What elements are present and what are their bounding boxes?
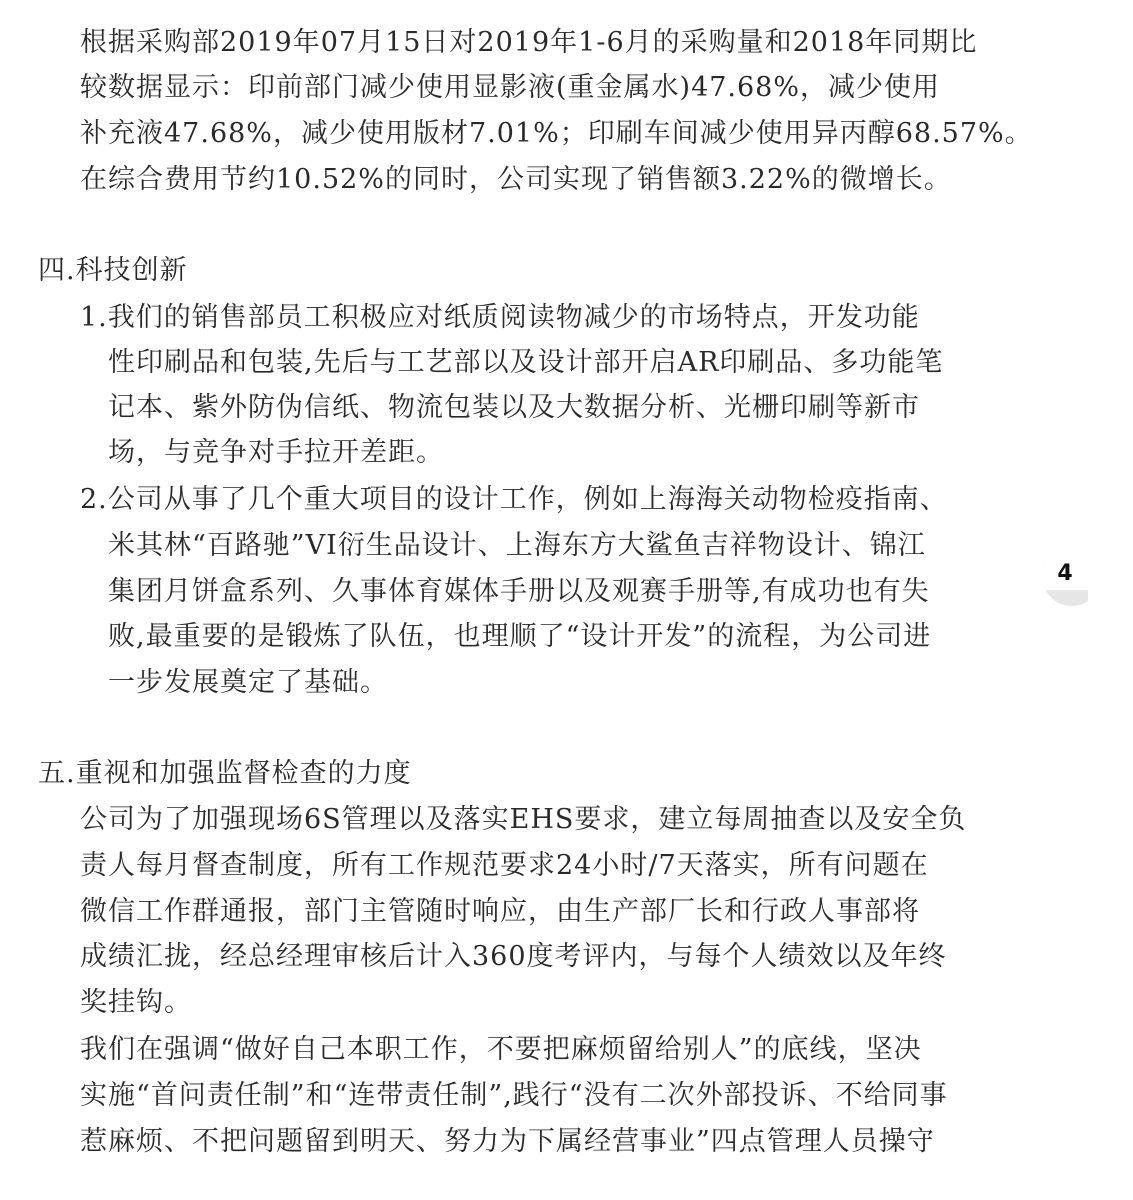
section-5-para-1-line-1: 公司为了加强现场6S管理以及落实EHS要求，建立每周抽查以及安全负	[80, 804, 967, 835]
section-4-item-1-line-3: 记本、紫外防伪信纸、物流包装以及大数据分析、光栅印刷等新市	[108, 392, 920, 423]
section-4-item-2-line-2: 米其林“百路驰”VI衍生品设计、上海东方大鲨鱼吉祥物设计、锦江	[108, 530, 926, 561]
section-5-para-1-line-4: 成绩汇拢，经总经理审核后计入360度考评内，与每个人绩效以及年终	[80, 941, 947, 972]
intro-line-1: 根据采购部2019年07月15日对2019年1-6月的采购量和2018年同期比	[80, 27, 978, 58]
page-number: 4	[1057, 561, 1073, 586]
section-4-item-1-line-4: 场，与竞争对手拉开差距。	[108, 437, 444, 468]
page-tab-clip	[1088, 540, 1133, 620]
section-4-heading: 四.科技创新	[38, 255, 188, 286]
intro-line-2: 较数据显示：印前部门减少使用显影液(重金属水)47.68%，减少使用	[80, 72, 941, 103]
section-4-item-2-line-3: 集团月饼盒系列、久事体育媒体手册以及观赛手册等,有成功也有失	[108, 576, 930, 607]
intro-line-4: 在综合费用节约10.52%的同时，公司实现了销售额3.22%的微增长。	[80, 164, 952, 195]
section-4-item-1-line-1: 1.我们的销售部员工积极应对纸质阅读物减少的市场特点，开发功能	[80, 302, 920, 333]
section-4-item-1-line-2: 性印刷品和包装,先后与工艺部以及设计部开启AR印刷品、多功能笔	[108, 347, 944, 378]
section-4-item-2-line-4: 败,最重要的是锻炼了队伍，也理顺了“设计开发”的流程，为公司进	[108, 621, 932, 652]
section-4-item-2-line-1: 2.公司从事了几个重大项目的设计工作，例如上海海关动物检疫指南、	[80, 484, 948, 515]
section-5-para-1-line-3: 微信工作群通报，部门主管随时响应，由生产部厂长和行政人事部将	[80, 896, 920, 927]
section-5-para-1-line-2: 责人每月督查制度，所有工作规范要求24小时/7天落实，所有问题在	[80, 850, 929, 881]
section-4-item-2-line-5: 一步发展奠定了基础。	[108, 667, 388, 698]
section-5-para-2-line-1: 我们在强调“做好自己本职工作，不要把麻烦留给别人”的底线，坚决	[80, 1034, 922, 1065]
section-5-para-1-line-5: 奖挂钩。	[80, 987, 192, 1018]
section-5-para-2-line-3: 惹麻烦、不把问题留到明天、努力为下属经营事业”四点管理人员操守	[80, 1126, 935, 1157]
section-5-para-2-line-2: 实施“首问责任制”和“连带责任制”,践行“没有二次外部投诉、不给同事	[80, 1080, 948, 1111]
section-5-heading: 五.重视和加强监督检查的力度	[38, 758, 412, 789]
intro-line-3: 补充液47.68%，减少使用版材7.01%；印刷车间减少使用异丙醇68.57%。	[80, 118, 1033, 149]
